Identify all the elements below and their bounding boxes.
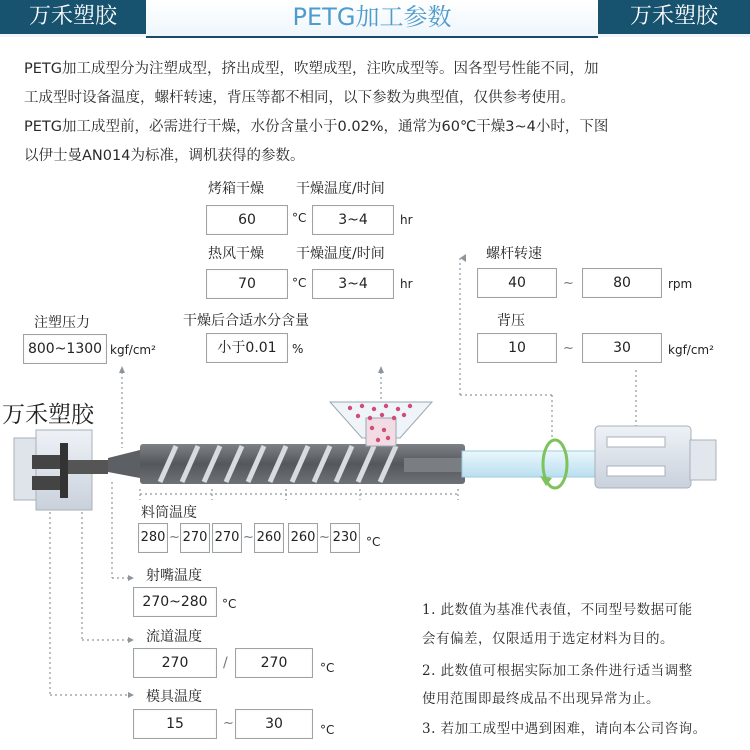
tie-bar-bottom	[32, 476, 60, 490]
back-pressure-label: 背压	[497, 313, 525, 329]
oven-dry-temp-unit: °C	[292, 211, 307, 225]
barrel-temp-zone-5: 260	[288, 523, 318, 553]
motor-cap	[690, 440, 716, 480]
back-pressure-min: 10	[477, 333, 557, 363]
hot-air-dry-temp-value: 70	[206, 269, 288, 299]
oven-dry-label: 烤箱干燥	[208, 181, 264, 197]
runner-temp-label: 流道温度	[146, 629, 202, 645]
barrel-temp-zone-2: 270	[180, 523, 210, 553]
barrel-temp-unit: °C	[366, 535, 381, 549]
mold-temp-label: 模具温度	[146, 689, 202, 705]
hot-air-dry-time-label: 干燥温度/时间	[296, 246, 385, 262]
intro-line-4: 以伊士曼AN014为标准，调机获得的参数。	[24, 148, 305, 164]
hot-air-dry-temp-unit: °C	[292, 276, 307, 290]
barrel-temp-zone-4: 260	[254, 523, 284, 553]
mold-temp-min: 15	[133, 709, 217, 739]
runner-temp-unit: °C	[320, 661, 335, 675]
barrel-temp-zone-6: 230	[330, 523, 360, 553]
screw-speed-min: 40	[477, 268, 557, 298]
screw-speed-unit: rpm	[668, 277, 693, 291]
watermark: 万禾塑胶	[2, 402, 94, 428]
screw-speed-label: 螺杆转速	[486, 246, 542, 262]
note-line-1: 1. 此数值为基准代表值，不同型号数据可能	[422, 602, 693, 618]
hot-air-dry-label: 热风干燥	[208, 246, 264, 262]
tie-bar-top	[32, 455, 60, 469]
runner-temp-max: 270	[235, 648, 313, 678]
back-pressure-unit: kgf/cm²	[668, 343, 714, 357]
intro-line-2: 工成型时设备温度，螺杆转速，背压等都不相同，以下参数为典型值，仅供参考使用。	[24, 90, 575, 106]
oven-dry-time-value: 3~4	[312, 205, 394, 235]
brand-left: 万禾塑胶	[0, 0, 146, 34]
back-pressure-max: 30	[582, 333, 662, 363]
hydraulic-unit	[595, 426, 691, 488]
mold-temp-unit: °C	[320, 723, 335, 737]
drive-tube	[462, 451, 600, 477]
injection-pressure-label: 注塑压力	[34, 315, 90, 331]
runner-temp-min: 270	[133, 648, 217, 678]
brand-right: 万禾塑胶	[598, 0, 750, 34]
screw-speed-sep: ~	[563, 276, 574, 291]
note-line-5: 3. 若加工成型中遇到困难，请向本公司咨询。	[422, 721, 707, 737]
page-title: PETG加工参数	[292, 3, 452, 31]
moisture-value: 小于0.01	[206, 333, 288, 363]
note-line-4: 使用范围即最终成品不出现异常为止。	[422, 691, 660, 707]
oven-dry-temp-value: 60	[206, 205, 288, 235]
mold-temp-max: 30	[235, 709, 313, 739]
mold-temp-sep: ~	[223, 716, 234, 731]
hot-air-dry-time-unit: hr	[400, 277, 413, 291]
intro-line-3: PETG加工成型前，必需进行干燥，水份含量小于0.02%，通常为60℃干燥3~4小时，下图	[24, 119, 609, 135]
barrel-temp-sep-1: ~	[169, 530, 180, 545]
screw-shaft	[404, 458, 464, 472]
note-line-3: 2. 此数值可根据实际加工条件进行适当调整	[422, 663, 693, 679]
hot-air-dry-time-value: 3~4	[312, 269, 394, 299]
oven-dry-time-label: 干燥温度/时间	[296, 181, 385, 197]
barrel-temp-zone-3: 270	[212, 523, 242, 553]
barrel-temp-label: 料筒温度	[141, 505, 197, 521]
screw-speed-max: 80	[582, 268, 662, 298]
oven-dry-time-unit: hr	[400, 213, 413, 227]
barrel-temp-sep-3: ~	[319, 530, 330, 545]
note-line-2: 会有偏差，仅限适用于选定材料为目的。	[422, 631, 674, 647]
hopper-neck	[366, 418, 396, 446]
nozzle-temp-unit: °C	[222, 597, 237, 611]
moisture-label: 干燥后合适水分含量	[183, 313, 309, 329]
nozzle-rod	[68, 460, 108, 474]
injection-pressure-unit: kgf/cm²	[110, 343, 156, 357]
nozzle-tip	[108, 450, 140, 478]
mold-core	[60, 443, 68, 498]
barrel-temp-sep-2: ~	[243, 530, 254, 545]
back-pressure-sep: ~	[563, 341, 574, 356]
runner-temp-sep: /	[223, 655, 228, 671]
moisture-unit: %	[292, 342, 304, 356]
nozzle-temp-value: 270~280	[133, 587, 217, 617]
intro-line-1: PETG加工成型分为注塑成型，挤出成型，吹塑成型，注吹成型等。因各型号性能不同，加	[24, 61, 599, 77]
barrel-temp-zone-1: 280	[138, 523, 168, 553]
injection-pressure-value: 800~1300	[23, 334, 107, 364]
nozzle-temp-label: 射嘴温度	[146, 568, 202, 584]
